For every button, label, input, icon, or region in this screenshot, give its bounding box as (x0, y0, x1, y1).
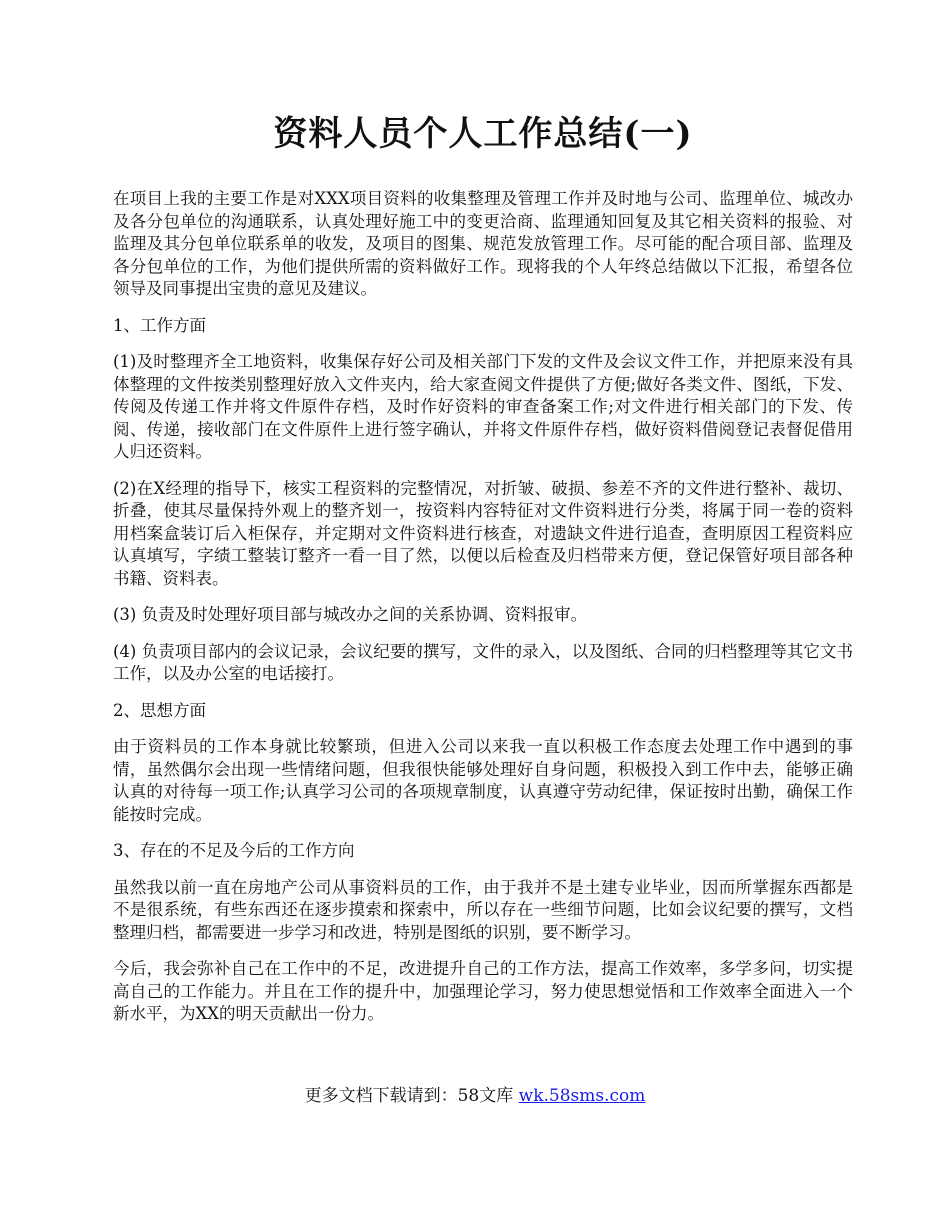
footer-link[interactable]: wk.58sms.com (518, 1086, 646, 1106)
paragraph-shortcomings: 虽然我以前一直在房地产公司从事资料员的工作，由于我并不是土建专业毕业，因而所掌握东西都是不是很系统，有些东西还在逐步摸索和探索中，所以存在一些细节问题，比如会议纪要的撰写，文档整理归档，都需要进一步学习和改进，特别是图纸的识别，要不断学习。 (113, 877, 853, 942)
paragraph-work-1: (1)及时整理齐全工地资料，收集保存好公司及相关部门下发的文件及会议文件工作，并把原来没有具体整理的文件按类别整理好放入文件夹内，给大家查阅文件提供了方便;做好各类文件、图纸，下发、传阅及传递工作并将文件原件存档，及时作好资料的审查备案工作;对文件进行相关部门的下发、传阅、传递，接收部门在文件原件上进行签字确认，并将文件原件存档，做好资料借阅登记表督促借用人归还资料。 (113, 352, 853, 461)
paragraph-thought: 由于资料员的工作本身就比较繁琐，但进入公司以来我一直以积极工作态度去处理工作中遇到的事情，虽然偶尔会出现一些情绪问题，但我很快能够处理好自身问题，积极投入到工作中去，能够正确认真的对待每一项工作;认真学习公司的各项规章制度，认真遵守劳动纪律，保证按时出勤，确保工作能按时完成。 (113, 737, 853, 824)
paragraph-future-plan: 今后，我会弥补自己在工作中的不足，改进提升自己的工作方法，提高工作效率，多学多问，切实提高自己的工作能力。并且在工作的提升中，加强理论学习，努力使思想觉悟和工作效率全面进入一个新水平，为XX的明天贡献出一份力。 (113, 959, 853, 1023)
page-footer (0, 1083, 950, 1109)
document-body (113, 188, 853, 1026)
footer-text: 更多文档下载请到：58文库 (304, 1086, 514, 1106)
paragraph-work-3: (3) 负责及时处理好项目部与城改办之间的关系协调、资料报审。 (113, 605, 588, 624)
section-heading-work: 1、工作方面 (113, 315, 206, 335)
section-heading-future: 3、存在的不足及今后的工作方向 (113, 841, 355, 860)
document-title: 资料人员个人工作总结(一) (273, 114, 693, 154)
section-heading-thought: 2、思想方面 (113, 700, 206, 720)
paragraph-intro: 在项目上我的主要工作是对XXX项目资料的收集整理及管理工作并及时地与公司、监理单位、城改办及各分包单位的沟通联系，认真处理好施工中的变更洽商、监理通知回复及其它相关资料的报验、对监理及其分包单位联系单的收发，及项目的图集、规范发放管理工作。尽可能的配合项目部、监理及各分包单位的工作，为他们提供所需的资料做好工作。现将我的个人年终总结做以下汇报，希望各位领导及同事提出宝贵的意见及建议。 (113, 189, 853, 298)
paragraph-work-4: (4) 负责项目部内的会议记录，会议纪要的撰写，文件的录入，以及图纸、合同的归档整理等其它文书工作，以及办公室的电话接打。 (113, 641, 853, 683)
paragraph-work-2: (2)在X经理的指导下，核实工程资料的完整情况，对折皱、破损、参差不齐的文件进行整补、裁切、折叠，使其尽量保持外观上的整齐划一，按资料内容特征对文件资料进行分类，将属于同一卷的资料用档案盒装订后入柜保存，并定期对文件资料进行核查，对遗缺文件进行追查，查明原因工程资料应认真填写，字绩工整装订整齐一看一目了然，以便以后检查及归档带来方便，登记保管好项目部各种书籍、资料表。 (113, 478, 853, 588)
document-page (113, 108, 853, 1040)
